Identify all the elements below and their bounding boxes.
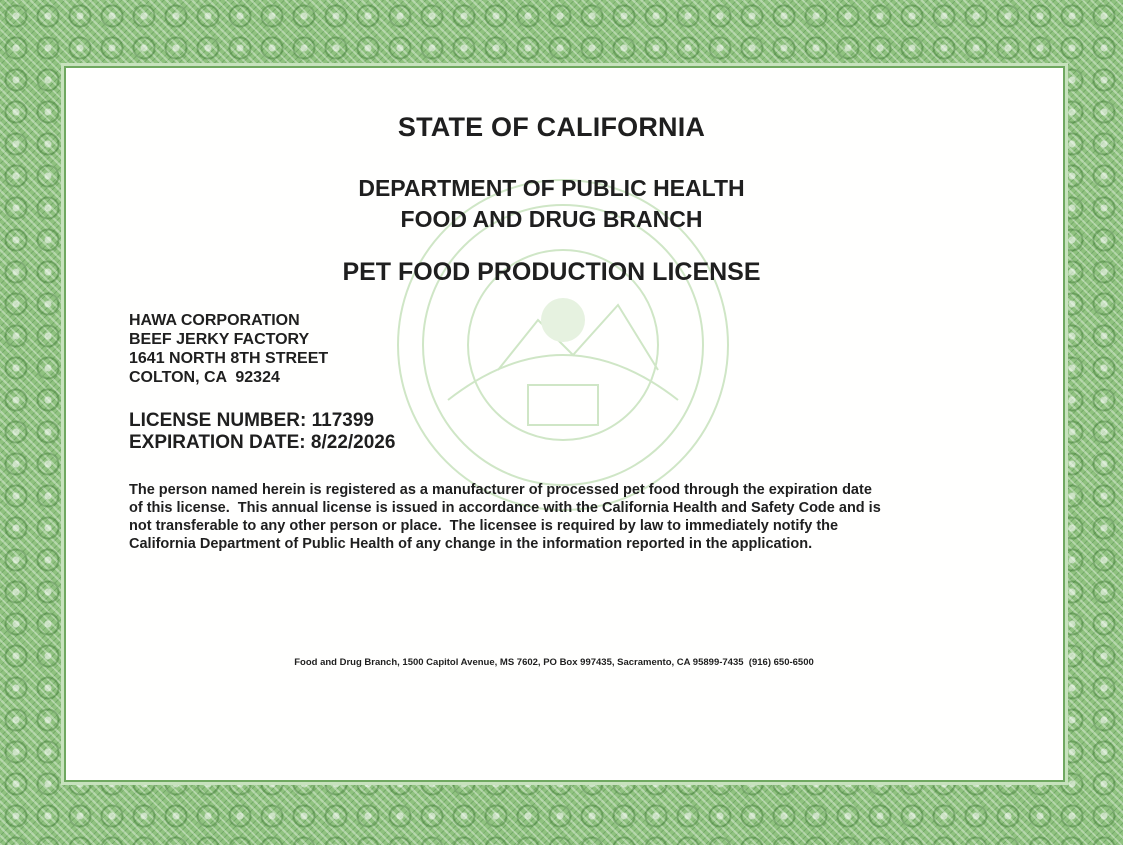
licensee-city-state-zip: COLTON, CA 92324 bbox=[129, 369, 280, 386]
footer-address: Food and Drug Branch, 1500 Capitol Avenue, MS 7602, PO Box 997435, Sacramento, CA 95899-7435 (916) 650-6500 bbox=[294, 657, 814, 668]
license-type-title: PET FOOD PRODUCTION LICENSE bbox=[342, 258, 761, 286]
branch-name: FOOD AND DRUG BRANCH bbox=[400, 206, 703, 232]
expiration-date: EXPIRATION DATE: 8/22/2026 bbox=[129, 432, 396, 453]
notice-line: The person named herein is registered as a manufacturer of processed pet food through the expiration date bbox=[129, 482, 872, 498]
state-title: STATE OF CALIFORNIA bbox=[397, 112, 706, 142]
license-info bbox=[129, 410, 395, 454]
department-name: DEPARTMENT OF PUBLIC HEALTH bbox=[358, 175, 745, 201]
license-number: LICENSE NUMBER: 117399 bbox=[129, 410, 374, 431]
notice-line: California Department of Public Health of any change in the information reported in the application. bbox=[129, 536, 813, 552]
licensee-name: HAWA CORPORATION bbox=[129, 312, 300, 329]
licensee-address bbox=[129, 311, 328, 387]
license-notice bbox=[129, 481, 999, 553]
notice-line: of this license. This annual license is issued in accordance with the California Health and Safety Code and is bbox=[129, 500, 881, 516]
licensee-street: 1641 NORTH 8TH STREET bbox=[129, 350, 329, 367]
department-heading bbox=[0, 173, 1103, 235]
licensee-dba: BEEF JERKY FACTORY bbox=[129, 331, 310, 348]
notice-line: not transferable to any other person or place. The licensee is required by law to immediately notify the bbox=[129, 518, 839, 534]
